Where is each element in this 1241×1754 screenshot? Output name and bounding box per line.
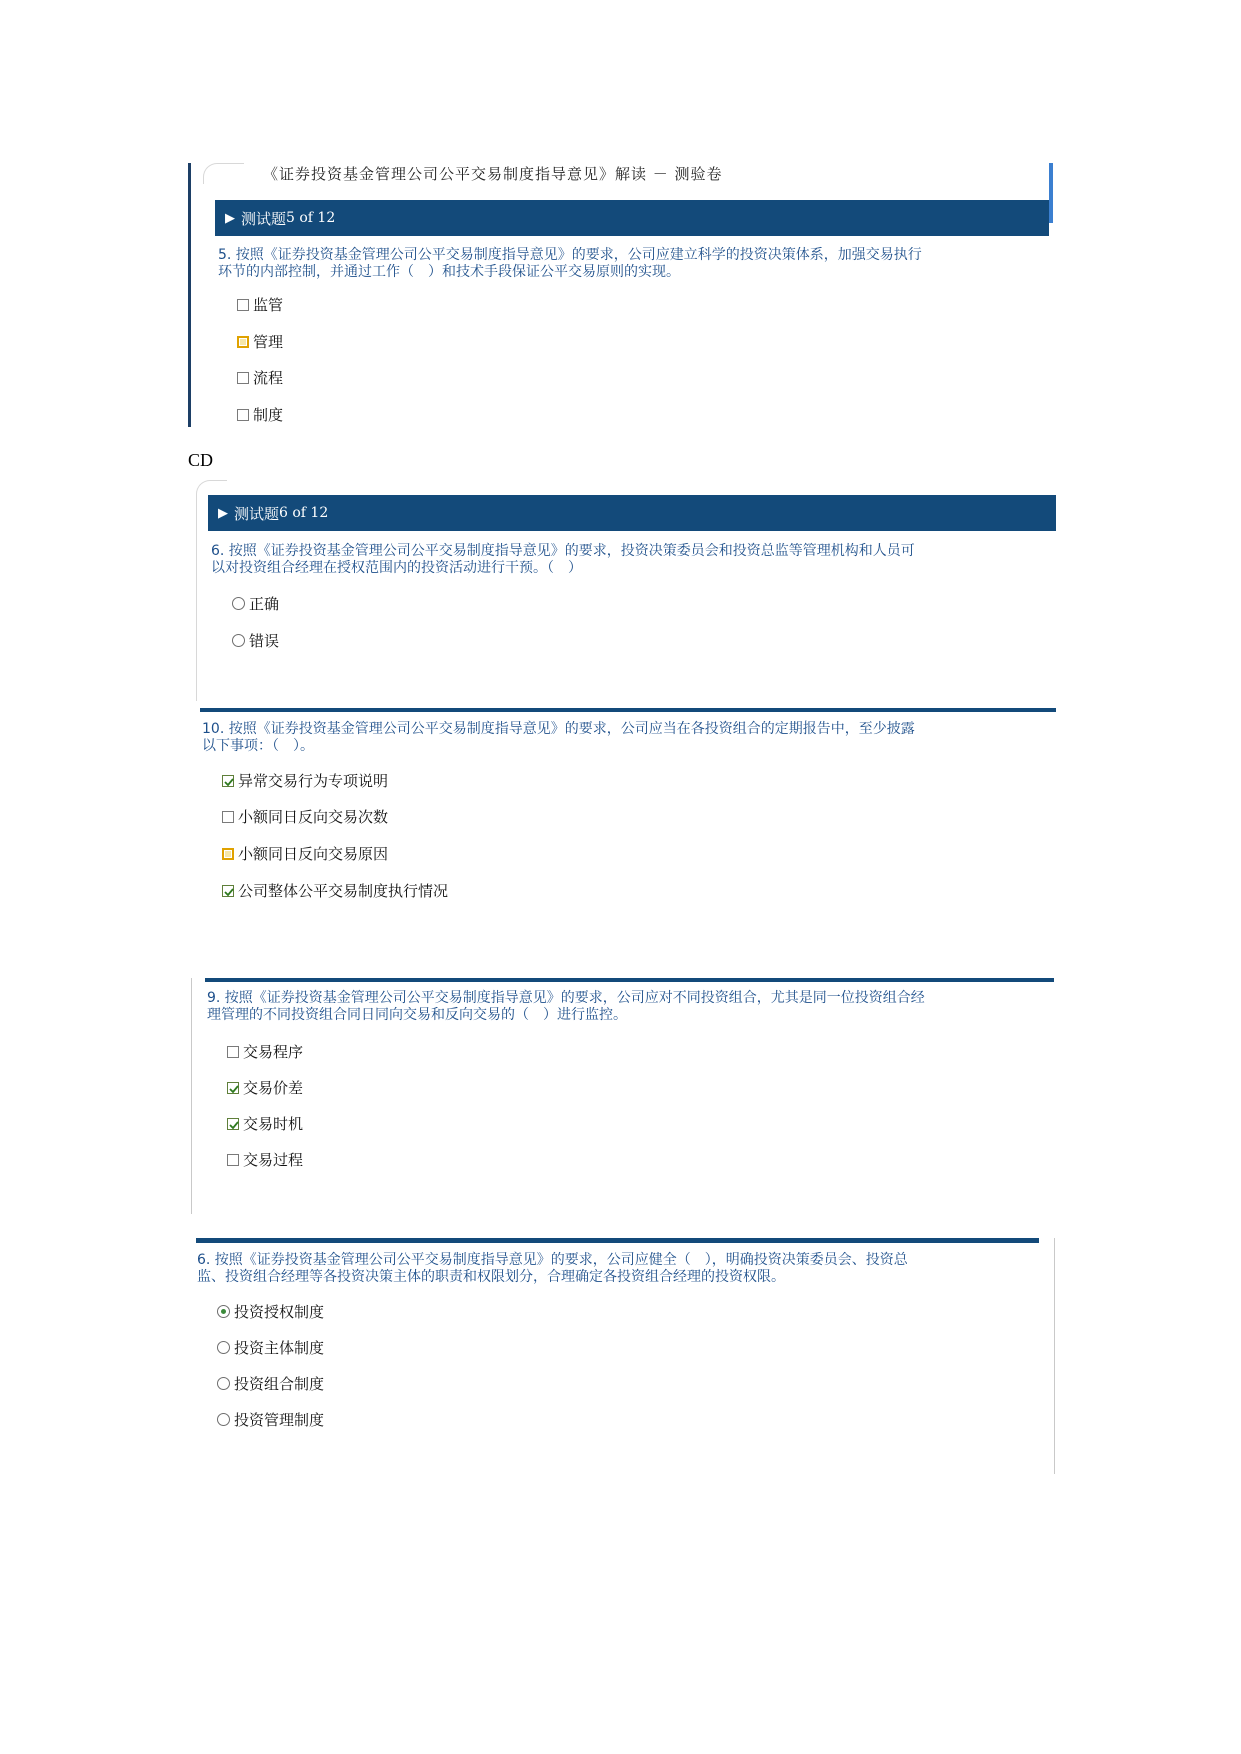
checkbox[interactable]: [237, 372, 249, 384]
radio-button[interactable]: [232, 634, 245, 647]
panel-corner: [203, 163, 244, 184]
option-2[interactable]: 管理: [237, 331, 283, 352]
question-text: 10. 按照《证券投资基金管理公司公平交易制度指导意见》的要求，公司应当在各投资组合的定期报告中，至少披露 以下事项：（ ）。: [202, 721, 915, 754]
option-1[interactable]: 监管: [237, 294, 283, 315]
panel-left-border: [188, 163, 191, 427]
option-1[interactable]: 异常交易行为专项说明: [222, 770, 388, 791]
radio-button[interactable]: [217, 1341, 230, 1354]
panel-right-border: [1054, 1238, 1055, 1474]
option-1[interactable]: 投资授权制度: [217, 1301, 324, 1322]
question-text: 6. 按照《证券投资基金管理公司公平交易制度指导意见》的要求，投资决策委员会和投资总监等管理机构和人员可 以对投资组合经理在授权范围内的投资活动进行干预。（ ）: [211, 543, 915, 576]
checkbox[interactable]: [227, 1154, 239, 1166]
header-label: 测试题: [234, 504, 280, 523]
option-4[interactable]: 投资管理制度: [217, 1409, 324, 1430]
question-header: [215, 200, 1049, 236]
radio-button[interactable]: [217, 1413, 230, 1426]
option-4[interactable]: 交易过程: [227, 1149, 303, 1170]
panel-top-bar: [205, 978, 1054, 982]
scrollbar[interactable]: [1049, 163, 1053, 223]
question-header: [208, 495, 1056, 531]
header-label: 测试题: [241, 209, 287, 228]
question-text: 5. 按照《证券投资基金管理公司公平交易制度指导意见》的要求，公司应建立科学的投资决策体系，加强交易执行 环节的内部控制，并通过工作（ ）和技术手段保证公平交易原则的实现。: [218, 247, 922, 280]
option-1[interactable]: 交易程序: [227, 1041, 303, 1062]
checkbox-highlighted[interactable]: [222, 848, 234, 860]
panel-top-bar: [196, 1238, 1039, 1243]
panel-left-border: [191, 978, 192, 1214]
header-number: 5 of 12: [286, 210, 336, 226]
chevron-right-icon: ▶: [218, 505, 228, 521]
checkbox[interactable]: [222, 811, 234, 823]
option-2[interactable]: 投资主体制度: [217, 1337, 324, 1358]
option-4[interactable]: 公司整体公平交易制度执行情况: [222, 880, 448, 901]
option-3[interactable]: 小额同日反向交易原因: [222, 843, 388, 864]
option-2[interactable]: 错误: [232, 630, 279, 651]
option-4[interactable]: 制度: [237, 404, 283, 425]
radio-button[interactable]: [232, 597, 245, 610]
option-3[interactable]: 交易时机: [227, 1113, 303, 1134]
checkbox-checked[interactable]: [222, 885, 234, 897]
question-text: 6. 按照《证券投资基金管理公司公平交易制度指导意见》的要求，公司应健全（ ），明确投资决策委员会、投资总 监、投资组合经理等各投资决策主体的职责和权限划分，合理确定各投资组合经理的投资权限。: [197, 1252, 908, 1285]
checkbox-checked[interactable]: [227, 1118, 239, 1130]
checkbox-checked[interactable]: [227, 1082, 239, 1094]
chevron-right-icon: ▶: [225, 210, 235, 226]
checkbox[interactable]: [237, 299, 249, 311]
option-3[interactable]: 投资组合制度: [217, 1373, 324, 1394]
checkbox[interactable]: [237, 409, 249, 421]
option-2[interactable]: 小额同日反向交易次数: [222, 806, 388, 827]
option-2[interactable]: 交易价差: [227, 1077, 303, 1098]
checkbox-highlighted[interactable]: [237, 336, 249, 348]
checkbox[interactable]: [227, 1046, 239, 1058]
header-number: 6 of 12: [279, 505, 329, 521]
panel-top-bar: [200, 708, 1056, 712]
question-text: 9. 按照《证券投资基金管理公司公平交易制度指导意见》的要求，公司应对不同投资组合，尤其是同一位投资组合经 理管理的不同投资组合同日同向交易和反向交易的（ ）进行监控。: [207, 990, 925, 1023]
checkbox-checked[interactable]: [222, 775, 234, 787]
radio-button-selected[interactable]: [217, 1305, 230, 1318]
quiz-title: 《证券投资基金管理公司公平交易制度指导意见》解读 － 测验卷: [263, 165, 723, 183]
option-1[interactable]: 正确: [232, 593, 279, 614]
option-3[interactable]: 流程: [237, 367, 283, 388]
radio-button[interactable]: [217, 1377, 230, 1390]
answer-note: CD: [188, 450, 214, 470]
